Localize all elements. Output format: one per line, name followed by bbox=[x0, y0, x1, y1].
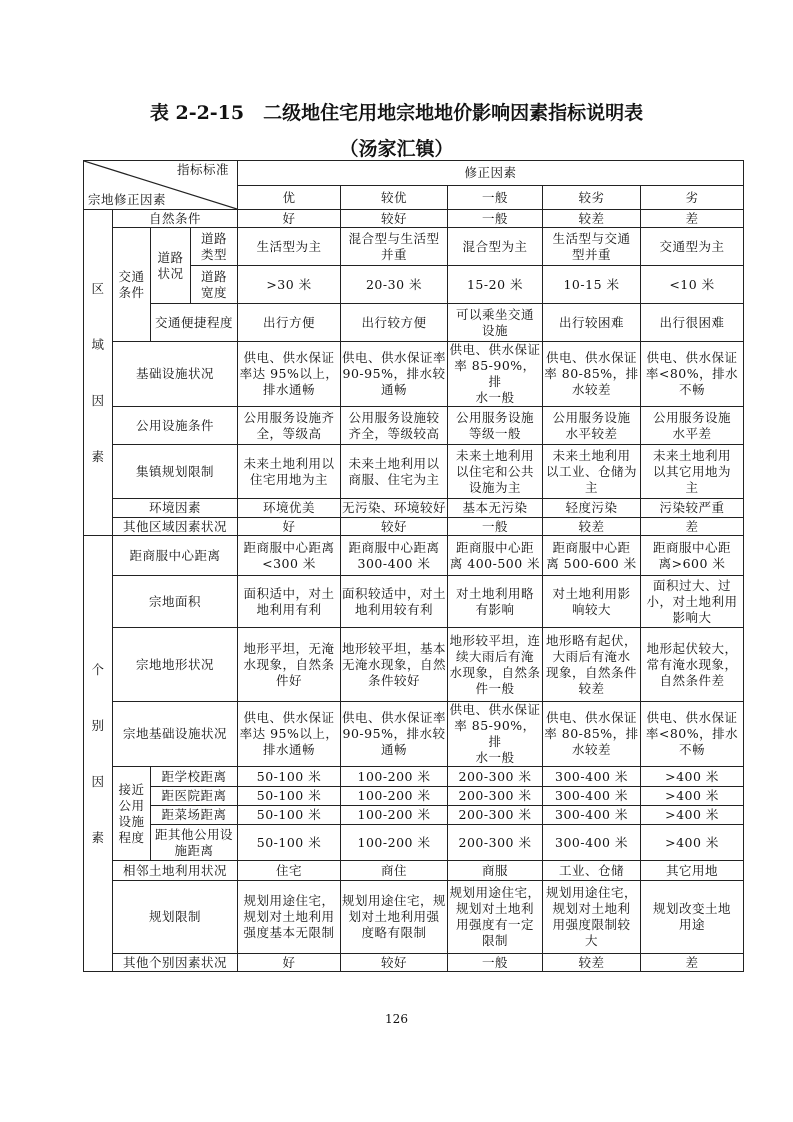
value-cell: 规划用途住宅， 规划对土地利 用强度限制较 大 bbox=[543, 881, 641, 954]
value-cell: 未来土地利用以 商服、住宅为主 bbox=[341, 445, 448, 499]
value-cell: 生活型为主 bbox=[238, 228, 341, 266]
value-cell: 供电、供水保证率 90-95%，排水较 通畅 bbox=[341, 702, 448, 767]
value-cell: 未来土地利用 以工业、仓储为 主 bbox=[543, 445, 641, 499]
value-cell: 10-15 米 bbox=[543, 266, 641, 304]
value-cell: 100-200 米 bbox=[341, 787, 448, 806]
value-cell: 污染较严重 bbox=[641, 499, 744, 518]
row-label: 距医院距离 bbox=[151, 787, 238, 806]
table-row bbox=[84, 304, 744, 342]
value-cell: 地形较平坦，连 续大雨后有淹 水现象，自然条 件一般 bbox=[448, 628, 543, 702]
value-cell: 好 bbox=[238, 210, 341, 228]
value-cell: 100-200 米 bbox=[341, 767, 448, 787]
value-cell: 300-400 米 bbox=[543, 787, 641, 806]
table-row bbox=[84, 787, 744, 806]
value-cell: 对土地利用影 响较大 bbox=[543, 576, 641, 628]
value-cell: 一般 bbox=[448, 954, 543, 972]
table-row bbox=[84, 628, 744, 702]
row-label: 其他区域因素状况 bbox=[113, 518, 238, 536]
regional-factor-label: 区 域 因 素 bbox=[84, 210, 113, 536]
value-cell: 距商服中心距离 300-400 米 bbox=[341, 536, 448, 576]
grade-header: 劣 bbox=[641, 186, 744, 210]
value-cell: 距商服中心距 离 400-500 米 bbox=[448, 536, 543, 576]
table-title: 表 2-2-15 二级地住宅用地宗地地价影响因素指标说明表 bbox=[149, 102, 644, 124]
value-cell: 200-300 米 bbox=[448, 825, 543, 861]
value-cell: 其它用地 bbox=[641, 861, 744, 881]
value-cell: 50-100 米 bbox=[238, 825, 341, 861]
value-cell: 轻度污染 bbox=[543, 499, 641, 518]
value-cell: 50-100 米 bbox=[238, 806, 341, 825]
value-cell: 规划用途住宅， 规划对土地利用 强度基本无限制 bbox=[238, 881, 341, 954]
value-cell: 距商服中心距离 <300 米 bbox=[238, 536, 341, 576]
value-cell: >30 米 bbox=[238, 266, 341, 304]
value-cell: 供电、供水保证 率达 95%以上， 排水通畅 bbox=[238, 342, 341, 407]
value-cell: 公用服务设施 等级一般 bbox=[448, 407, 543, 445]
individual-factor-label: 个 别 因 素 bbox=[84, 536, 113, 972]
value-cell: 商住 bbox=[341, 861, 448, 881]
table-row bbox=[84, 210, 744, 228]
value-cell: >400 米 bbox=[641, 825, 744, 861]
row-label: 道路 类型 bbox=[191, 228, 238, 266]
value-cell: 一般 bbox=[448, 210, 543, 228]
value-cell: 规划用途住宅，规 划对土地利用强 度略有限制 bbox=[341, 881, 448, 954]
table-row bbox=[84, 825, 744, 861]
value-cell: >400 米 bbox=[641, 806, 744, 825]
row-label: 公用设施条件 bbox=[113, 407, 238, 445]
value-cell: >400 米 bbox=[641, 767, 744, 787]
value-cell: 300-400 米 bbox=[543, 806, 641, 825]
table-row bbox=[84, 228, 744, 266]
value-cell: 地形起伏较大， 常有淹水现象， 自然条件差 bbox=[641, 628, 744, 702]
table-row bbox=[84, 536, 744, 576]
value-cell: 出行较困难 bbox=[543, 304, 641, 342]
value-cell: 地形较平坦，基本 无淹水现象，自然 条件较好 bbox=[341, 628, 448, 702]
value-cell: 供电、供水保证 率<80%，排水 不畅 bbox=[641, 702, 744, 767]
value-cell: 一般 bbox=[448, 518, 543, 536]
table-row bbox=[84, 499, 744, 518]
value-cell: 工业、仓储 bbox=[543, 861, 641, 881]
value-cell: 差 bbox=[641, 954, 744, 972]
row-label: 宗地面积 bbox=[113, 576, 238, 628]
value-cell: 交通型为主 bbox=[641, 228, 744, 266]
value-cell: 未来土地利用 以住宅和公共 设施为主 bbox=[448, 445, 543, 499]
value-cell: 无污染、环境较好 bbox=[341, 499, 448, 518]
row-label: 距其他公用设 施距离 bbox=[151, 825, 238, 861]
value-cell: 基本无污染 bbox=[448, 499, 543, 518]
value-cell: 50-100 米 bbox=[238, 767, 341, 787]
value-cell: 距商服中心距 离>600 米 bbox=[641, 536, 744, 576]
value-cell: 未来土地利用以 住宅用地为主 bbox=[238, 445, 341, 499]
value-cell: 供电、供水保证 率<80%，排水 不畅 bbox=[641, 342, 744, 407]
value-cell: 规划改变土地 用途 bbox=[641, 881, 744, 954]
value-cell: 300-400 米 bbox=[543, 767, 641, 787]
table-row bbox=[84, 445, 744, 499]
value-cell: 200-300 米 bbox=[448, 767, 543, 787]
value-cell: 较差 bbox=[543, 518, 641, 536]
value-cell: 较好 bbox=[341, 210, 448, 228]
row-label: 距学校距离 bbox=[151, 767, 238, 787]
row-label: 距商服中心距离 bbox=[113, 536, 238, 576]
grade-header: 优 bbox=[238, 186, 341, 210]
table-row bbox=[84, 954, 744, 972]
row-label: 其他个别因素状况 bbox=[113, 954, 238, 972]
value-cell: 环境优美 bbox=[238, 499, 341, 518]
value-cell: 混合型为主 bbox=[448, 228, 543, 266]
value-cell: >400 米 bbox=[641, 787, 744, 806]
value-cell: 供电、供水保证 率 85-90%，排 水一般 bbox=[449, 342, 541, 405]
row-label: 规划限制 bbox=[113, 881, 238, 954]
value-cell: 100-200 米 bbox=[341, 825, 448, 861]
value-cell: 公用服务设施较 齐全，等级较高 bbox=[341, 407, 448, 445]
value-cell: <10 米 bbox=[641, 266, 744, 304]
value-cell: 出行很困难 bbox=[641, 304, 744, 342]
value-cell: 较好 bbox=[341, 518, 448, 536]
value-cell: 较好 bbox=[341, 954, 448, 972]
row-label: 自然条件 bbox=[113, 210, 238, 228]
value-cell: 对土地利用略 有影响 bbox=[448, 576, 543, 628]
value-cell: 生活型与交通 型并重 bbox=[543, 228, 641, 266]
value-cell: 面积适中，对土 地利用有利 bbox=[238, 576, 341, 628]
grade-header: 较劣 bbox=[543, 186, 641, 210]
value-cell: 出行较方便 bbox=[341, 304, 448, 342]
row-label: 环境因素 bbox=[113, 499, 238, 518]
row-label: 基础设施状况 bbox=[113, 342, 238, 407]
value-cell: 地形略有起伏， 大雨后有淹水 现象，自然条件 较差 bbox=[543, 628, 641, 702]
grade-header: 较优 bbox=[341, 186, 448, 210]
value-cell: 200-300 米 bbox=[448, 787, 543, 806]
diagonal-header-cell bbox=[84, 161, 238, 210]
table-subtitle: （汤家汇镇） bbox=[339, 138, 454, 160]
value-cell: 混合型与生活型 并重 bbox=[341, 228, 448, 266]
table-row bbox=[84, 702, 744, 767]
value-cell: 较差 bbox=[543, 210, 641, 228]
row-label: 道路 宽度 bbox=[191, 266, 238, 304]
row-label: 距菜场距离 bbox=[151, 806, 238, 825]
value-cell: 300-400 米 bbox=[543, 825, 641, 861]
value-cell: 未来土地利用 以其它用地为 主 bbox=[641, 445, 744, 499]
value-cell: 可以乘坐交通 设施 bbox=[448, 304, 543, 342]
value-cell: 距商服中心距 离 500-600 米 bbox=[543, 536, 641, 576]
value-cell: 供电、供水保证 率 85-90%，排 水一般 bbox=[449, 702, 541, 765]
table-row bbox=[84, 861, 744, 881]
value-cell: 供电、供水保证率 90-95%，排水较 通畅 bbox=[341, 342, 448, 407]
table-row bbox=[84, 342, 744, 407]
value-cell: 15-20 米 bbox=[448, 266, 543, 304]
table-row bbox=[84, 806, 744, 825]
value-cell: 面积较适中，对土 地利用较有利 bbox=[341, 576, 448, 628]
value-cell: 较差 bbox=[543, 954, 641, 972]
value-cell: 差 bbox=[641, 518, 744, 536]
value-cell: 好 bbox=[238, 954, 341, 972]
correction-header: 修正因素 bbox=[238, 161, 744, 186]
row-label: 交通便捷程度 bbox=[151, 304, 238, 342]
value-cell: 公用服务设施齐 全，等级高 bbox=[238, 407, 341, 445]
value-cell: 20-30 米 bbox=[341, 266, 448, 304]
row-label: 宗地地形状况 bbox=[113, 628, 238, 702]
grade-header: 一般 bbox=[448, 186, 543, 210]
value-cell: 公用服务设施 水平较差 bbox=[543, 407, 641, 445]
proximity-label: 接近 公用 设施 程度 bbox=[113, 767, 151, 861]
value-cell: 供电、供水保证 率 80-85%，排 水较差 bbox=[543, 342, 641, 407]
traffic-label: 交通 条件 bbox=[113, 228, 151, 342]
factor-label: 宗地修正因素 bbox=[88, 192, 167, 207]
value-cell: 住宅 bbox=[238, 861, 341, 881]
value-cell: 公用服务设施 水平差 bbox=[641, 407, 744, 445]
value-cell: 商服 bbox=[448, 861, 543, 881]
row-label: 相邻土地利用状况 bbox=[113, 861, 238, 881]
factor-table bbox=[83, 160, 744, 972]
value-cell: 好 bbox=[238, 518, 341, 536]
value-cell: 200-300 米 bbox=[448, 806, 543, 825]
table-row bbox=[84, 407, 744, 445]
value-cell: 面积过大、过 小，对土地利用 影响大 bbox=[641, 576, 744, 628]
value-cell: 差 bbox=[641, 210, 744, 228]
value-cell: 供电、供水保证 率达 95%以上， 排水通畅 bbox=[238, 702, 341, 767]
page-number: 126 bbox=[385, 1012, 408, 1026]
value-cell: 地形平坦，无淹 水现象，自然条 件好 bbox=[238, 628, 341, 702]
row-label: 宗地基础设施状况 bbox=[113, 702, 238, 767]
value-cell: 供电、供水保证 率 80-85%，排 水较差 bbox=[543, 702, 641, 767]
table-row bbox=[84, 881, 744, 954]
row-label: 集镇规划限制 bbox=[113, 445, 238, 499]
table-row bbox=[84, 518, 744, 536]
road-label: 道路 状况 bbox=[151, 228, 191, 304]
value-cell: 100-200 米 bbox=[341, 806, 448, 825]
table-row bbox=[84, 767, 744, 787]
value-cell: 规划用途住宅， 规划对土地利 用强度有一定 限制 bbox=[448, 881, 543, 954]
value-cell: 50-100 米 bbox=[238, 787, 341, 806]
table-row bbox=[84, 576, 744, 628]
indicator-label: 指标标准 bbox=[176, 162, 229, 177]
value-cell: 出行方便 bbox=[238, 304, 341, 342]
